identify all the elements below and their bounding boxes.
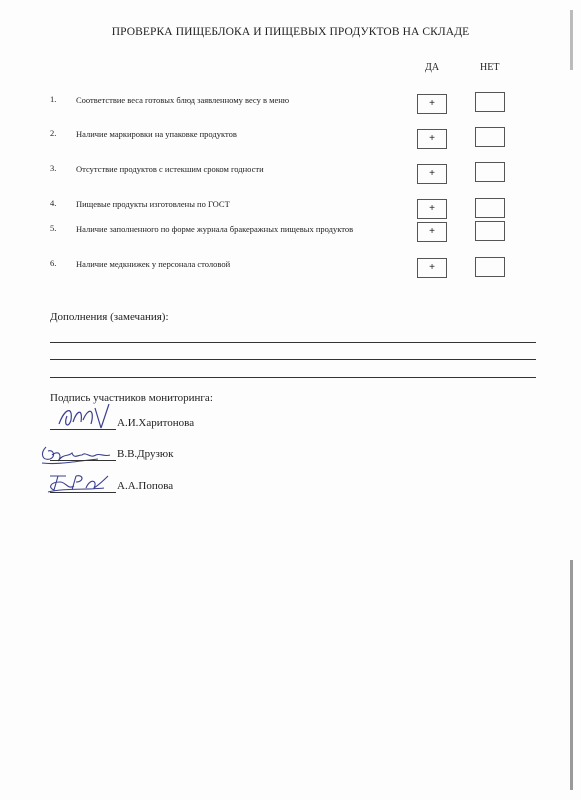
yes-checkbox[interactable]: + <box>417 164 447 184</box>
yes-checkbox[interactable]: + <box>417 94 447 114</box>
item-number: 4. <box>50 198 57 208</box>
yes-checkbox[interactable]: + <box>417 129 447 149</box>
column-header-no: НЕТ <box>480 62 500 73</box>
yes-checkbox[interactable]: + <box>417 199 447 219</box>
item-text: Наличие заполненного по форме журнала бракеражных пищевых продуктов <box>76 224 354 234</box>
notes-line[interactable] <box>50 359 536 360</box>
signature-image <box>55 402 115 432</box>
item-number: 6. <box>50 258 57 268</box>
item-number: 2. <box>50 128 57 138</box>
document-title: ПРОВЕРКА ПИЩЕБЛОКА И ПИЩЕВЫХ ПРОДУКТОВ НА СКЛАДЕ <box>111 26 470 38</box>
no-checkbox[interactable] <box>475 198 505 218</box>
no-checkbox[interactable] <box>475 221 505 241</box>
item-number: 3. <box>50 163 57 173</box>
signatory-name: А.И.Харитонова <box>117 417 195 429</box>
signatory-name: А.А.Попова <box>117 480 174 492</box>
item-text: Пищевые продукты изготовлены по ГОСТ <box>76 199 230 209</box>
no-checkbox[interactable] <box>475 162 505 182</box>
column-header-yes: ДА <box>425 62 440 73</box>
item-number: 1. <box>50 94 57 104</box>
item-text: Наличие маркировки на упаковке продуктов <box>76 129 237 139</box>
yes-checkbox[interactable]: + <box>417 258 447 278</box>
no-checkbox[interactable] <box>475 92 505 112</box>
scan-edge-artifact <box>570 560 573 790</box>
signature-image <box>44 470 112 494</box>
notes-line[interactable] <box>50 377 536 378</box>
yes-checkbox[interactable]: + <box>417 222 447 242</box>
scan-edge-artifact <box>570 10 573 70</box>
item-text: Наличие медкнижек у персонала столовой <box>76 259 231 269</box>
no-checkbox[interactable] <box>475 257 505 277</box>
item-number: 5. <box>50 223 57 233</box>
signature-image <box>38 443 114 467</box>
signature-line <box>50 460 116 461</box>
signature-line <box>50 429 116 430</box>
signatures-label: Подпись участников мониторинга: <box>50 392 213 404</box>
item-text: Отсутствие продуктов с истекшим сроком годности <box>76 164 264 174</box>
signature-line <box>50 492 116 493</box>
item-text: Соответствие веса готовых блюд заявленному весу в меню <box>76 95 290 105</box>
no-checkbox[interactable] <box>475 127 505 147</box>
notes-label: Дополнения (замечания): <box>50 311 169 323</box>
notes-line[interactable] <box>50 342 536 343</box>
signatory-name: В.В.Друзюк <box>117 448 174 460</box>
